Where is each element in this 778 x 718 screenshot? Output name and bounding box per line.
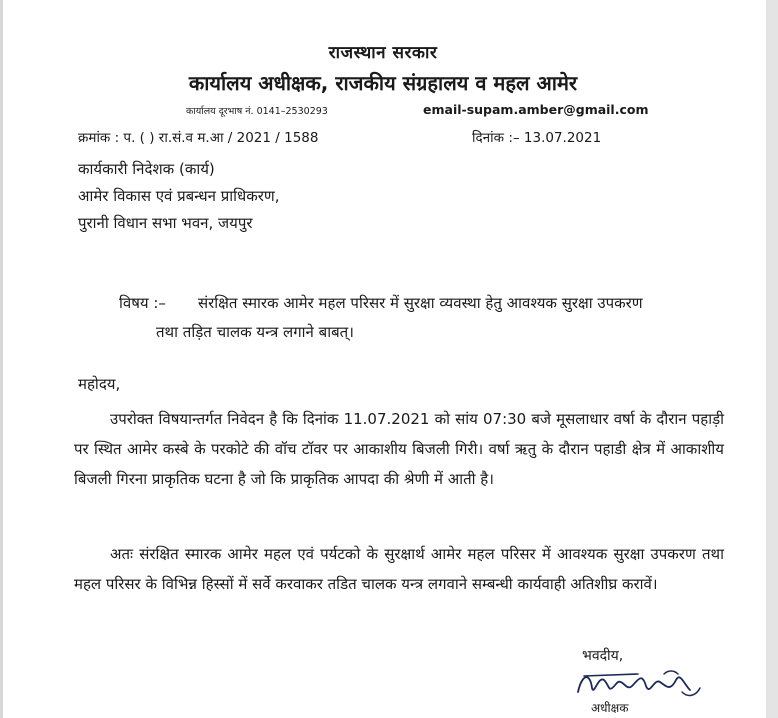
salutation: महोदय, [78,375,121,393]
addressee-line-1: कार्यकारी निदेशक (कार्य) [78,160,215,178]
subject-line-1: संरक्षित स्मारक आमेर महल परिसर में सुरक्षा व्यवस्था हेतु आवश्यक सुरक्षा उपकरण [198,294,643,312]
subject-label: विषय :– [119,294,166,312]
addressee-line-3: पुरानी विधान सभा भवन, जयपुर [78,214,253,232]
closing-designation: अधीक्षक [591,701,629,715]
body-paragraph-2: अतः संरक्षित स्मारक आमेर महल एवं पर्यटको के सुरक्षार्थ आमेर महल परिसर में आवश्यक सुरक्षा उपकरण तथा महल परिसर के विभिन्न हिस्सों में सर्वे करवाकर तडित चालक यन्त्र लगवाने सम्बन्धी कार्यवाही अतिशीघ्र करावें। [74,545,724,593]
letterhead-office: कार्यालय अधीक्षक, राजकीय संग्रहालय व महल आमेर [188,71,578,95]
letterhead-government: राजस्थान सरकार [328,43,438,63]
handwritten-signature [568,662,708,704]
subject-line-2: तथा तड़ित चालक यन्त्र लगाने बाबत्। [156,323,354,341]
letterhead-email: email-supam.amber@gmail.com [423,102,649,117]
letter-date: दिनांक :– 13.07.2021 [472,130,602,146]
letterhead-phone: कार्यालय दूरभाष नं. 0141–2530293 [186,106,328,117]
body-paragraph-1: उपरोक्त विषयान्तर्गत निवेदन है कि दिनांक 11.07.2021 को सांय 07:30 बजे मूसलाधार वर्षा के दौरान पहाड़ी पर स्थित आमेर कस्बे के परकोटे की वॉच टॉवर पर आकाशीय बिजली गिरी। वर्षा ऋतु के दौरान पहाडी क्षेत्र में आकाशीय बिजली गिरना प्राकृतिक घटना है जो कि प्राकृतिक आपदा की श्रेणी में आती है। [74,410,724,488]
reference-number: क्रमांक : प. ( ) रा.सं.व म.आ / 2021 / 1588 [78,130,319,146]
scan-right-border [766,0,778,718]
addressee-line-2: आमेर विकास एवं प्रबन्धन प्राधिकरण, [78,187,280,205]
closing-yours: भवदीय, [582,648,624,664]
